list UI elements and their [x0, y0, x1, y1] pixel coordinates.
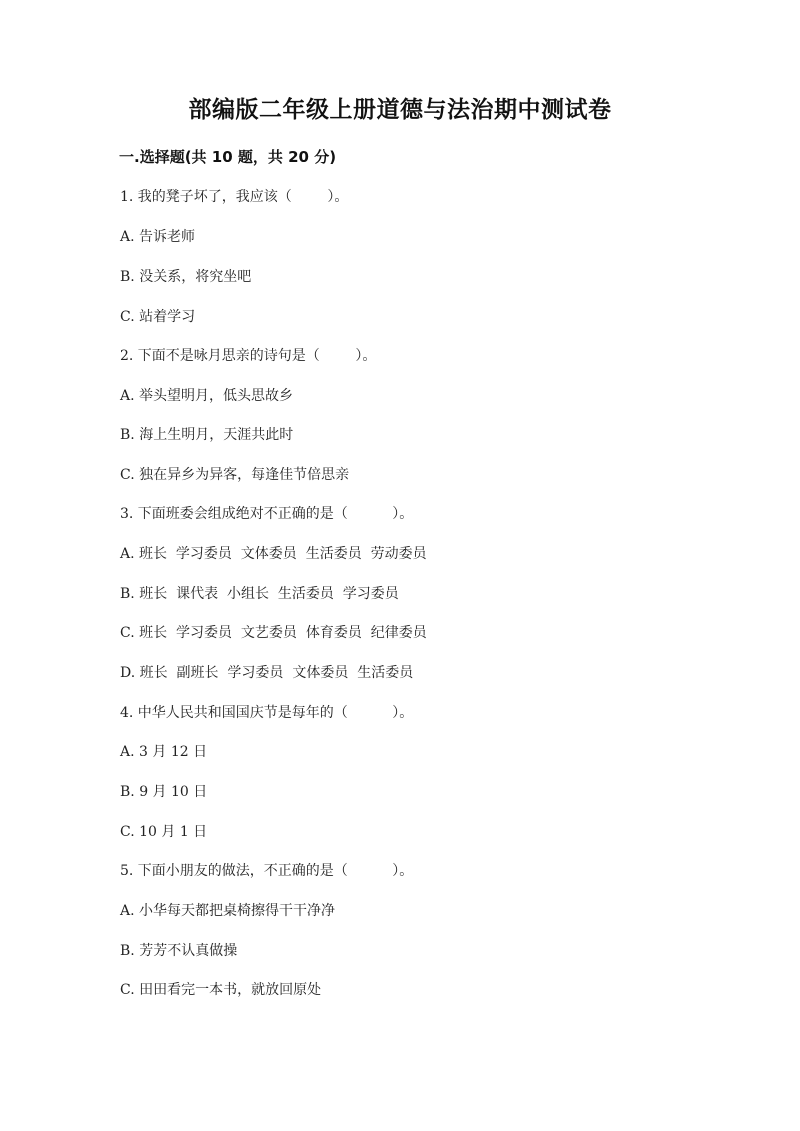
- question-2-option-c: C. 独在异乡为异客，每逢佳节倍思亲: [120, 467, 350, 483]
- question-4-option-a: A. 3 月 12 日: [120, 744, 208, 760]
- question-5-option-b: B. 芳芳不认真做操: [120, 943, 238, 959]
- section-heading: 一.选择题(共 10 题，共 20 分): [119, 148, 337, 166]
- page-title: 部编版二年级上册道德与法治期中测试卷: [188, 97, 612, 123]
- question-2-option-a: A. 举头望明月，低头思故乡: [120, 388, 294, 404]
- question-5-option-c: C. 田田看完一本书，就放回原处: [120, 982, 322, 998]
- question-3-option-a: A. 班长 学习委员 文体委员 生活委员 劳动委员: [120, 546, 427, 562]
- question-2-stem: 2. 下面不是咏月思亲的诗句是（ ）。: [120, 348, 377, 364]
- question-1-option-a: A. 告诉老师: [120, 229, 196, 245]
- question-2-option-b: B. 海上生明月，天涯共此时: [120, 427, 294, 443]
- question-5-option-a: A. 小华每天都把桌椅擦得干干净净: [120, 903, 336, 919]
- question-3-option-b: B. 班长 课代表 小组长 生活委员 学习委员: [120, 586, 399, 602]
- question-4-stem: 4. 中华人民共和国国庆节是每年的（ ）。: [120, 705, 414, 721]
- question-1-stem: 1. 我的凳子坏了，我应该（ ）。: [120, 189, 349, 205]
- question-4-option-b: B. 9 月 10 日: [120, 784, 208, 800]
- question-1-option-c: C. 站着学习: [120, 309, 196, 325]
- question-3-option-d: D. 班长 副班长 学习委员 文体委员 生活委员: [120, 665, 414, 681]
- question-3-option-c: C. 班长 学习委员 文艺委员 体育委员 纪律委员: [120, 625, 427, 641]
- question-4-option-c: C. 10 月 1 日: [120, 824, 208, 840]
- question-1-option-b: B. 没关系，将究坐吧: [120, 269, 252, 285]
- question-3-stem: 3. 下面班委会组成绝对不正确的是（ ）。: [120, 506, 414, 522]
- question-5-stem: 5. 下面小朋友的做法，不正确的是（ ）。: [120, 863, 414, 879]
